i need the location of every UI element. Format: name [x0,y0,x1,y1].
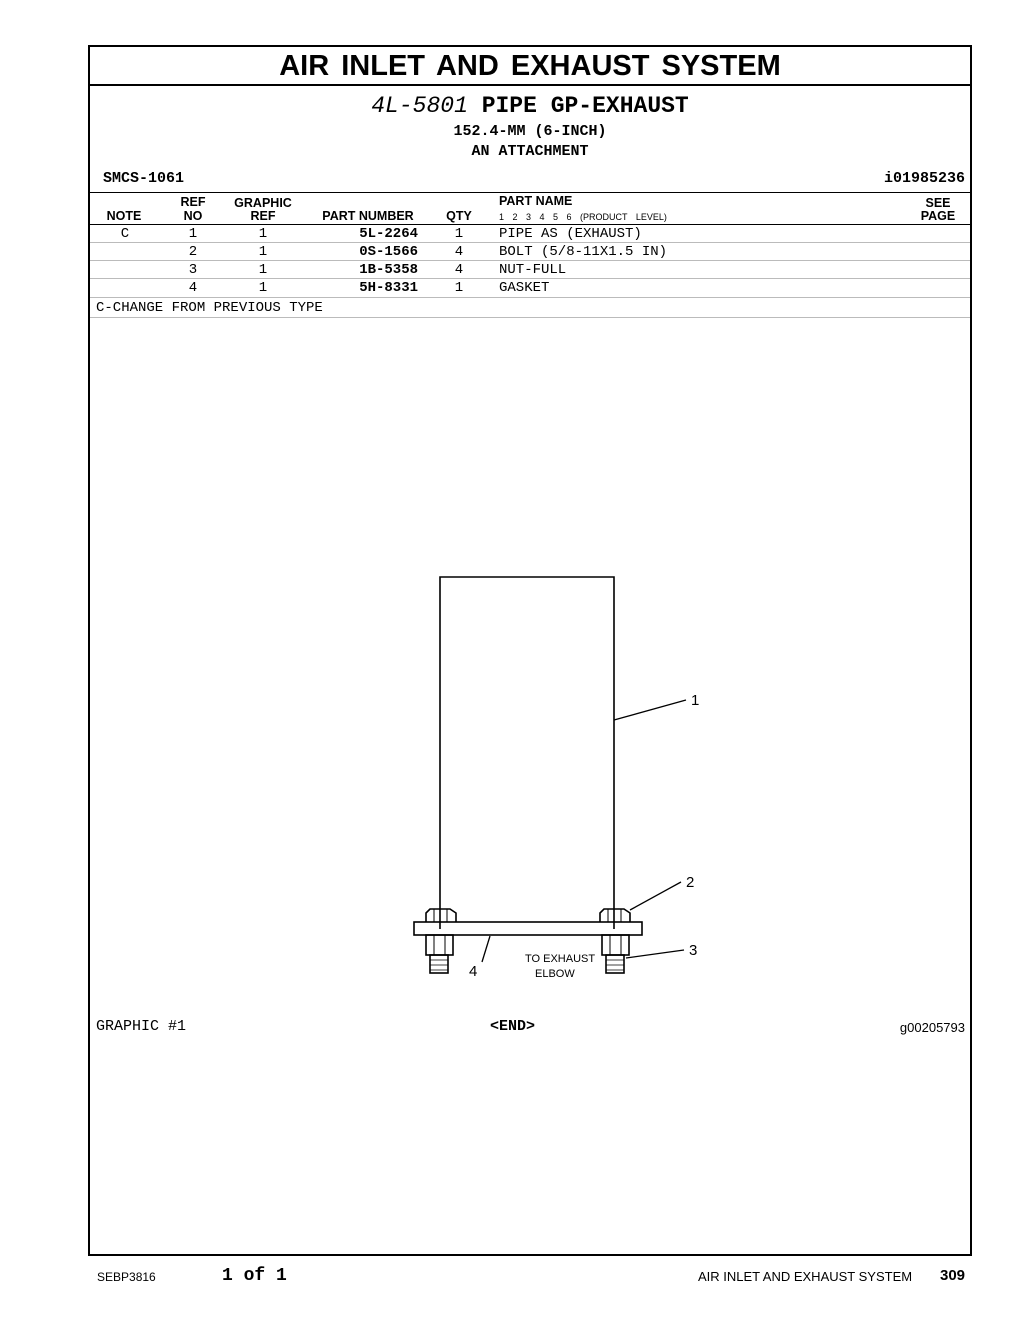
part-qty: 4 [454,262,464,278]
part-graphic-ref: 1 [258,262,268,278]
change-footnote: C-CHANGE FROM PREVIOUS TYPE [96,300,323,316]
callout-3: 3 [689,942,698,959]
footer-doc-number: SEBP3816 [97,1270,156,1284]
table-row [90,261,970,279]
table-row [90,243,970,261]
part-name: PIPE AS (EXHAUST) [499,226,642,242]
footer-page-number: 309 [940,1267,966,1284]
page-frame [88,45,972,1256]
header-see-page-2: PAGE [920,209,956,223]
part-note: C [120,226,130,242]
header-ref-no-1: REF [180,195,206,209]
group-subtitle-size: 152.4-MM (6-INCH) [453,123,607,140]
exhaust-pipe-illustration [390,572,810,992]
header-graphic-ref-1: GRAPHIC [234,196,292,210]
header-qty: QTY [446,209,472,223]
table-row [90,225,970,243]
part-name: BOLT (5/8-11X1.5 IN) [499,244,668,260]
end-marker: <END> [490,1018,536,1035]
graphic-caption-line2: ELBOW [535,968,575,980]
part-graphic-ref: 1 [258,280,268,296]
row-divider [90,297,970,298]
part-qty: 1 [454,226,464,242]
left-nut [426,935,453,955]
part-graphic-ref: 1 [258,226,268,242]
callout-1: 1 [691,692,700,709]
left-bolt-head [426,909,456,922]
table-row [90,279,970,297]
part-graphic-ref: 1 [258,244,268,260]
callout-4: 4 [469,963,478,980]
header-graphic-ref-2: REF [250,209,276,223]
header-see-page-1: SEE [925,196,951,210]
group-name: PIPE GP-EXHAUST [481,93,689,119]
part-number-link[interactable]: 0S-1566 [359,244,418,260]
part-qty: 4 [454,244,464,260]
group-title [90,93,970,119]
flange-plate [414,922,642,935]
footnote-divider [90,317,970,318]
callout-2-leader [630,882,681,910]
section-title: AIR INLET AND EXHAUST SYSTEM [90,47,970,86]
callout-3-leader [626,950,684,958]
group-subtitle-attachment: AN ATTACHMENT [471,143,589,160]
header-part-number: PART NUMBER [322,209,414,223]
callout-2: 2 [686,874,695,891]
part-ref-no: 3 [188,262,198,278]
group-part-number[interactable]: 4L-5801 [371,93,468,119]
graphic-caption-line1: TO EXHAUST [525,953,596,965]
header-product-levels: 1 2 3 4 5 6 (PRODUCT LEVEL) [499,212,667,222]
right-nut [602,935,629,955]
graphic-label: GRAPHIC #1 [96,1018,187,1035]
right-bolt-head [600,909,630,922]
part-number-link[interactable]: 5L-2264 [359,226,418,242]
part-name: NUT-FULL [499,262,567,278]
smcs-code: SMCS-1061 [103,170,185,187]
document-id: i01985236 [883,170,965,187]
header-part-name: PART NAME [499,194,573,208]
graphic-id: g00205793 [899,1020,965,1035]
part-ref-no: 4 [188,280,198,296]
part-qty: 1 [454,280,464,296]
part-number-link[interactable]: 5H-8331 [359,280,418,296]
header-top-rule [90,192,970,193]
callout-4-leader [482,936,490,962]
part-ref-no: 2 [188,244,198,260]
footer-section: AIR INLET AND EXHAUST SYSTEM [698,1269,913,1284]
pipe-outline [440,577,614,929]
header-ref-no-2: NO [183,209,203,223]
footer-page-of: 1 of 1 [222,1266,287,1286]
part-number-link[interactable]: 1B-5358 [359,262,418,278]
part-ref-no: 1 [188,226,198,242]
callout-1-leader [614,700,686,720]
part-name: GASKET [499,280,550,296]
header-note: NOTE [106,209,142,223]
